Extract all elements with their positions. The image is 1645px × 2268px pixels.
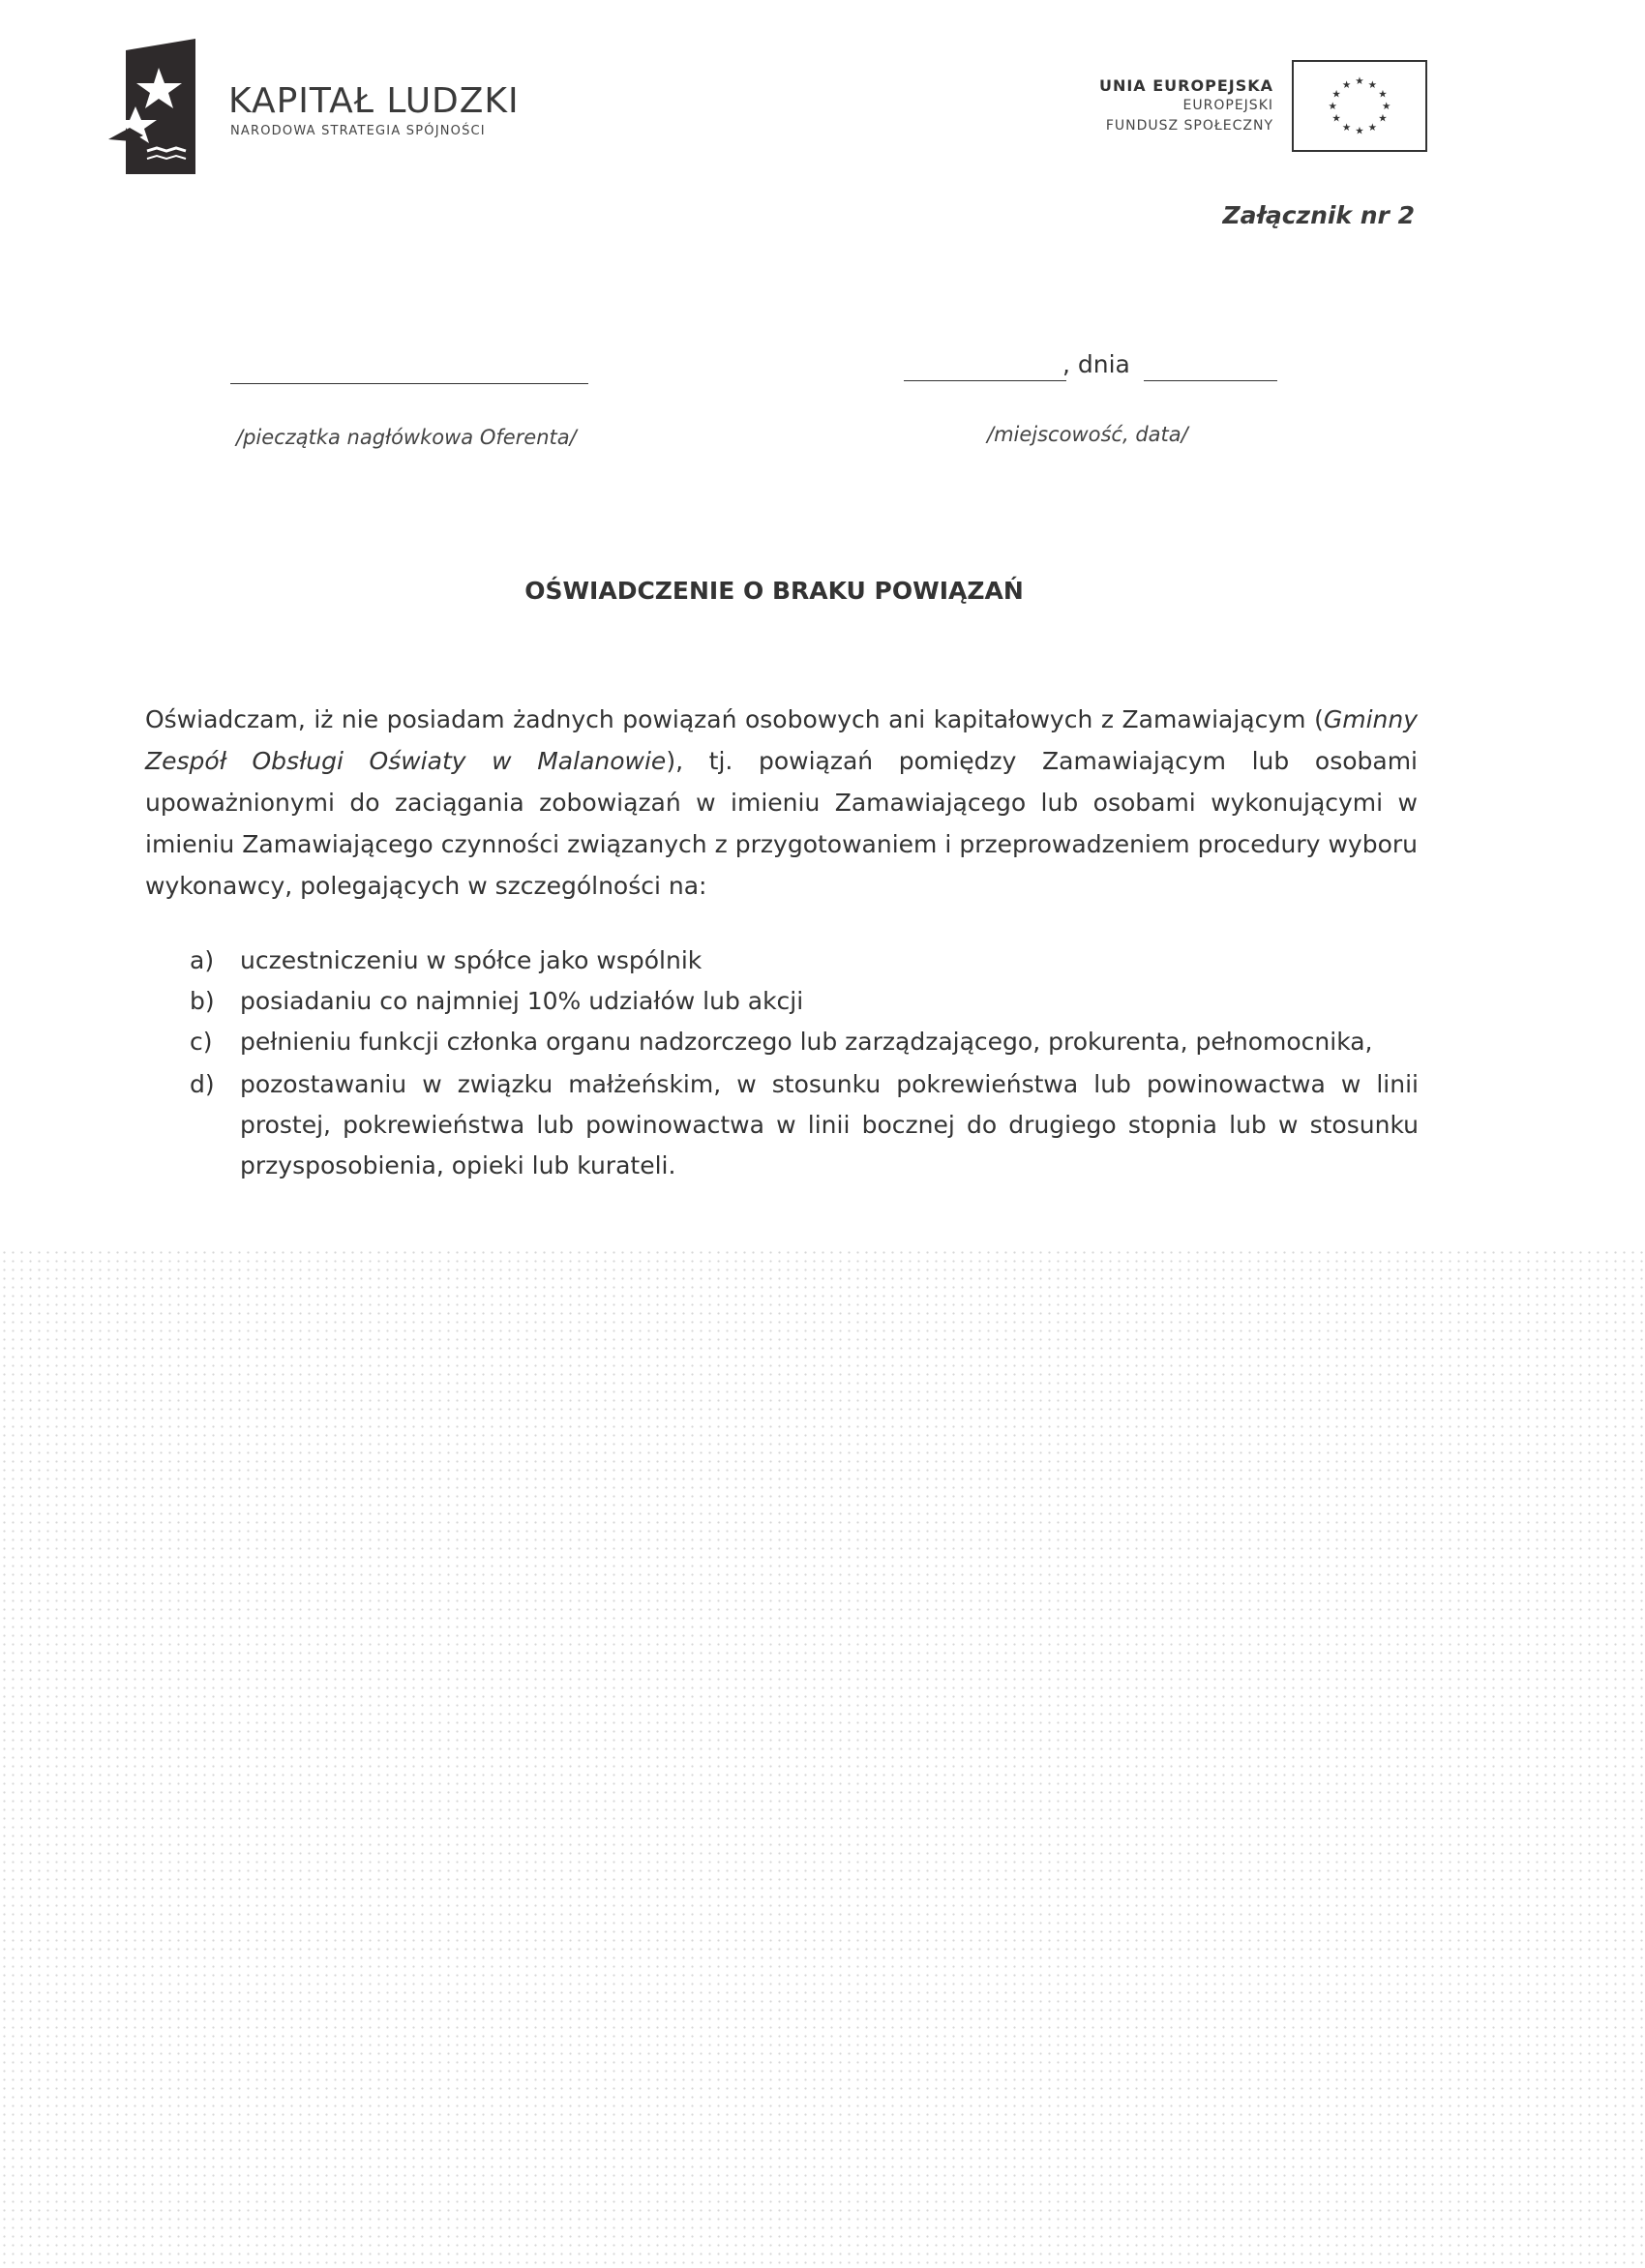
stamp-caption: /pieczątka nagłówkowa Oferenta/ [236,426,577,449]
eu-flag-icon [1292,60,1427,152]
list-item-label: d) [190,1070,215,1098]
document-title: OŚWIADCZENIE O BRAKU POWIĄZAŃ [524,577,1024,605]
logo-subtitle: NARODOWA STRATEGIA SPÓJNOŚCI [230,124,486,138]
list-item-text: uczestniczeniu w spółce jako wspólnik [240,946,703,974]
scan-dot-pattern [0,1248,1645,2268]
list-item-text: pełnieniu funkcji członka organu nadzorczego lub zarządzającego, prokurenta, pełnomocnika, [240,1028,1373,1056]
svg-text:★: ★ [1341,78,1352,91]
list-item [190,981,1419,1022]
conditions-list [190,940,1419,1186]
list-item [190,1022,1419,1062]
list-item-label: b) [190,987,215,1015]
date-line [1144,380,1277,381]
list-item-label: c) [190,1028,213,1056]
svg-text:★: ★ [1331,88,1341,101]
declaration-paragraph [145,699,1418,907]
kapital-ludzki-logo-icon [108,39,205,174]
svg-text:★: ★ [1355,75,1364,87]
list-item [190,1064,1419,1186]
paragraph-text-1: Oświadczam, iż nie posiadam żadnych powiązań osobowych ani kapitałowych z Zamawiającym [145,705,1306,733]
svg-text:★: ★ [1378,88,1388,101]
eu-logo-text [1099,75,1273,136]
eu-line-3: FUNDUSZ SPOŁECZNY [1105,118,1273,134]
svg-text:★: ★ [1367,121,1378,134]
logo-title: KAPITAŁ LUDZKI [228,81,520,121]
place-line [904,380,1066,381]
svg-text:★: ★ [1331,112,1341,125]
svg-text:★: ★ [1378,112,1388,125]
contracting-entity-name: Gminny Zespół Obsługi Oświaty w Malanowie [145,705,1418,775]
list-item-text: posiadaniu co najmniej 10% udziałów lub akcji [240,987,804,1015]
stamp-line [230,383,588,384]
dnia-label: , dnia [1062,350,1130,378]
list-item-text: pozostawaniu w związku małżeńskim, w stosunku pokrewieństwa lub powinowactwa w linii prostej, pokrewieństwa lub powinowactwa w linii bocznej do drugiego stopnia lub w stosunku przysposobienia, opieki lub kurateli. [240,1070,1419,1179]
place-date-caption: /miejscowość, data/ [987,423,1188,446]
svg-text:★: ★ [1341,121,1352,134]
annex-label: Załącznik nr 2 [1222,201,1415,229]
svg-text:★: ★ [1367,78,1378,91]
eu-line-1: UNIA EUROPEJSKA [1098,76,1273,95]
paragraph-text-2: ), tj. powiązań pomiędzy Zamawiającym lub osobami upoważnionymi do zaciągania zobowiązań w imieniu Zamawiającego lub osobami wykonującymi w imieniu Zamawiającego czynności związanych z przygotowaniem i przeprowadzeniem procedury wyboru wykonawcy, polegających w szczególności na: [145,747,1418,900]
eu-line-2: EUROPEJSKI [1182,98,1273,113]
svg-text:★: ★ [1382,100,1391,112]
svg-text:★: ★ [1328,100,1337,112]
svg-text:★: ★ [1355,125,1364,137]
list-item-label: a) [190,946,215,974]
list-item [190,940,1419,981]
paragraph-paren: ( [1314,705,1324,733]
